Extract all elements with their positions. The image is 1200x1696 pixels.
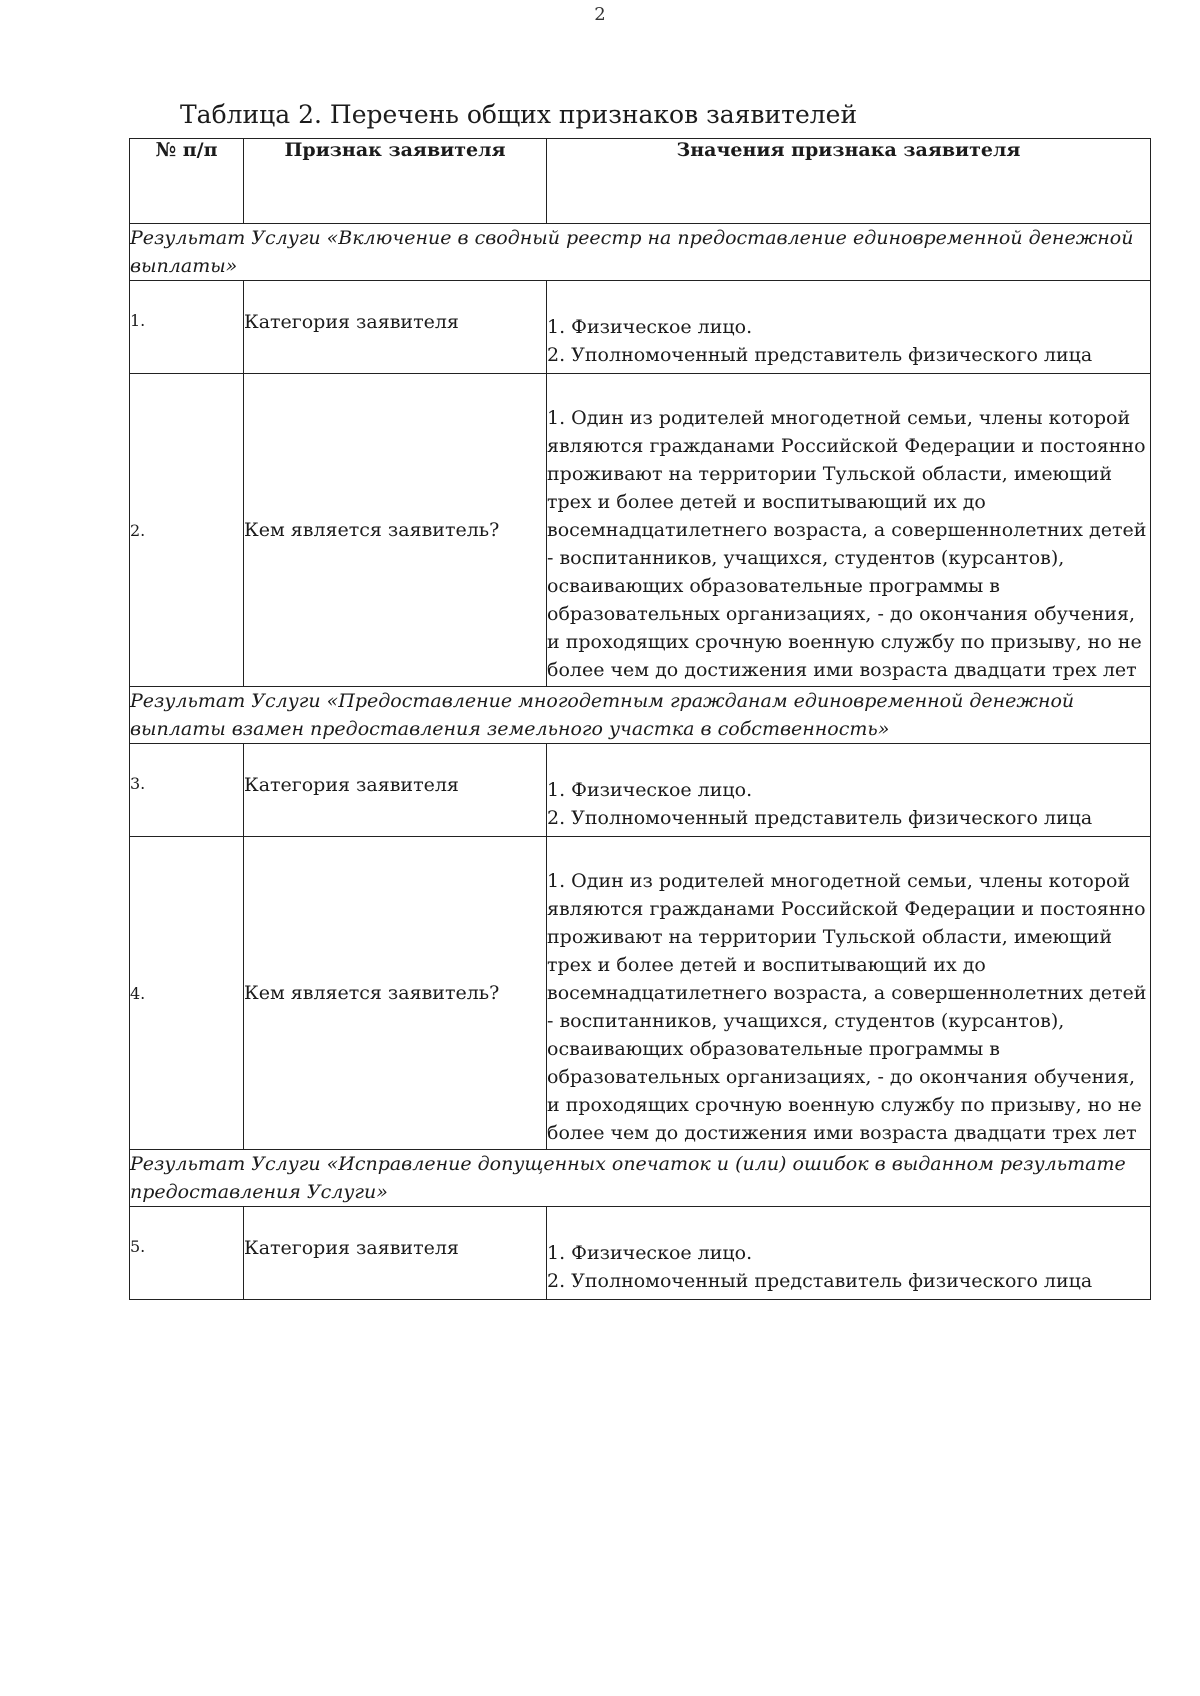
table-row: [130, 281, 1151, 374]
section-result: Результат Услуги «Исправление допущенных опечаток и (или) ошибок в выданном результате предоставления Услуги»: [130, 1150, 1151, 1207]
row-attribute: Категория заявителя: [244, 1207, 547, 1300]
value-line: 1. Физическое лицо.: [547, 1242, 753, 1264]
row-number: 1.: [130, 281, 244, 374]
table-row: [130, 837, 1151, 1150]
row-values: [547, 744, 1151, 837]
header-num: № п/п: [130, 139, 244, 224]
table-row: [130, 374, 1151, 687]
value-line: 2. Уполномоченный представитель физического лица: [547, 807, 1093, 829]
section-row: [130, 687, 1151, 744]
header-attribute: Признак заявителя: [244, 139, 547, 224]
table-body: [130, 224, 1151, 1300]
value-line: 1. Один из родителей многодетной семьи, члены которой являются гражданами Российской Федерации и постоянно проживают на территории Тульской области, имеющий трех и более детей и воспитывающий их до восемнадцатилетнего возраста, а совершеннолетних детей - воспитанников, учащихся, студентов (курсантов), осваивающих образовательные программы в образовательных организациях, - до окончания обучения, и проходящих срочную военную службу по призыву, но не более чем до достижения ими возраста двадцати трех лет: [547, 870, 1147, 1144]
section-result: Результат Услуги «Предоставление многодетным гражданам единовременной денежной выплаты взамен предоставления земельного участка в собственность»: [130, 687, 1151, 744]
row-attribute: Категория заявителя: [244, 744, 547, 837]
section-result: Результат Услуги «Включение в сводный реестр на предоставление единовременной денежной выплаты»: [130, 224, 1151, 281]
row-number: 5.: [130, 1207, 244, 1300]
header-values: Значения признака заявителя: [547, 139, 1151, 224]
section-row: [130, 224, 1151, 281]
row-number: 4.: [130, 837, 244, 1150]
row-values: [547, 837, 1151, 1150]
value-line: 1. Физическое лицо.: [547, 779, 753, 801]
row-values: [547, 281, 1151, 374]
row-attribute: Категория заявителя: [244, 281, 547, 374]
value-line: 2. Уполномоченный представитель физического лица: [547, 344, 1093, 366]
row-values: [547, 1207, 1151, 1300]
section-row: [130, 1150, 1151, 1207]
value-line: 1. Физическое лицо.: [547, 316, 753, 338]
value-line: 2. Уполномоченный представитель физического лица: [547, 1270, 1093, 1292]
header-row: [130, 139, 1151, 224]
row-number: 3.: [130, 744, 244, 837]
table-title: Таблица 2. Перечень общих признаков заявителей: [180, 100, 858, 129]
row-attribute: Кем является заявитель?: [244, 837, 547, 1150]
applicant-attributes-table: [129, 138, 1151, 1300]
row-attribute: Кем является заявитель?: [244, 374, 547, 687]
table-row: [130, 744, 1151, 837]
table-row: [130, 1207, 1151, 1300]
table-header: [130, 139, 1151, 224]
page-number: 2: [594, 4, 606, 25]
value-line: 1. Один из родителей многодетной семьи, члены которой являются гражданами Российской Федерации и постоянно проживают на территории Тульской области, имеющий трех и более детей и воспитывающий их до восемнадцатилетнего возраста, а совершеннолетних детей - воспитанников, учащихся, студентов (курсантов), осваивающих образовательные программы в образовательных организациях, - до окончания обучения, и проходящих срочную военную службу по призыву, но не более чем до достижения ими возраста двадцати трех лет: [547, 407, 1147, 681]
row-values: [547, 374, 1151, 687]
row-number: 2.: [130, 374, 244, 687]
